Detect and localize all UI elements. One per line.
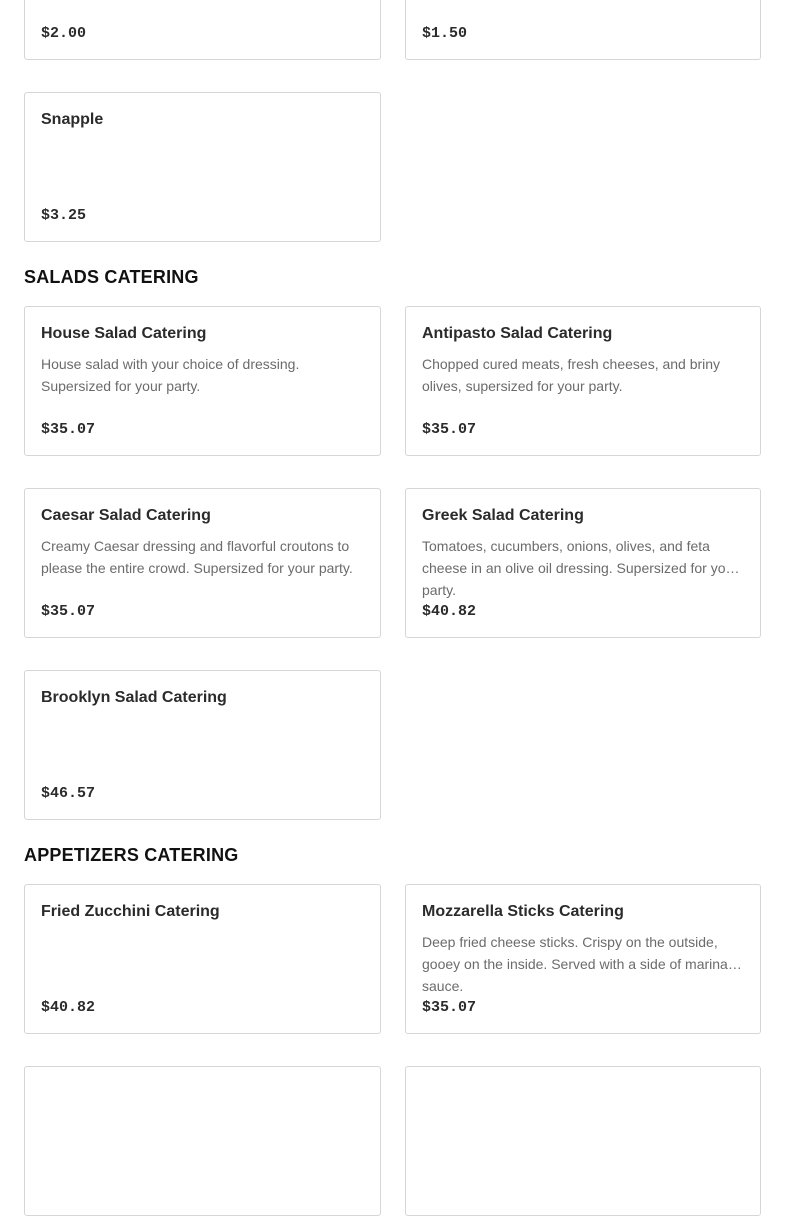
- item-price: $40.82: [422, 603, 477, 620]
- menu-item-card[interactable]: [24, 0, 381, 60]
- section-title-appetizers: APPETIZERS CATERING: [24, 845, 239, 865]
- item-description: Chopped cured meats, fresh cheeses, and briny olives, supersized for your party.: [422, 356, 721, 394]
- item-name: Mozzarella Sticks Catering: [422, 903, 624, 920]
- item-price: $1.50: [422, 25, 468, 42]
- item-name: Fried Zucchini Catering: [41, 903, 220, 920]
- item-name: Antipasto Salad Catering: [422, 325, 613, 342]
- item-price: $35.07: [41, 603, 96, 620]
- menu-item-brooklyn-salad[interactable]: [24, 670, 381, 820]
- item-price: $35.07: [422, 999, 477, 1016]
- menu-item-antipasto-salad[interactable]: [405, 306, 761, 456]
- item-price: $3.25: [41, 207, 87, 224]
- item-price: $2.00: [41, 25, 87, 42]
- menu-item-mozzarella-sticks[interactable]: [405, 884, 761, 1034]
- item-description: Tomatoes, cucumbers, onions, olives, and feta cheese in an olive oil dressing. Supersized for your party.: [422, 538, 738, 598]
- item-name: Greek Salad Catering: [422, 507, 584, 524]
- item-price: $35.07: [422, 421, 477, 438]
- item-name: Snapple: [41, 111, 104, 128]
- menu-item-card[interactable]: [24, 1066, 381, 1216]
- section-title-salads: SALADS CATERING: [24, 267, 199, 287]
- item-price: $40.82: [41, 999, 96, 1016]
- item-name: Caesar Salad Catering: [41, 507, 211, 524]
- item-name: House Salad Catering: [41, 325, 207, 342]
- item-description: House salad with your choice of dressing. Supersized for your party.: [41, 356, 300, 394]
- menu-item-greek-salad[interactable]: [405, 488, 761, 638]
- menu-item-snapple[interactable]: [24, 92, 381, 242]
- menu-item-fried-zucchini[interactable]: [24, 884, 381, 1034]
- item-description: Deep fried cheese sticks. Crispy on the outside, gooey on the inside. Served with a side of marinara sauce.: [422, 934, 741, 994]
- item-price: $35.07: [41, 421, 96, 438]
- menu-item-house-salad[interactable]: [24, 306, 381, 456]
- menu-item-card[interactable]: [405, 1066, 761, 1216]
- item-name: Brooklyn Salad Catering: [41, 689, 227, 706]
- item-description: Creamy Caesar dressing and flavorful croutons to please the entire crowd. Supersized for your party.: [41, 538, 353, 576]
- menu-item-caesar-salad[interactable]: [24, 488, 381, 638]
- menu-item-card[interactable]: [405, 0, 761, 60]
- item-price: $46.57: [41, 785, 96, 802]
